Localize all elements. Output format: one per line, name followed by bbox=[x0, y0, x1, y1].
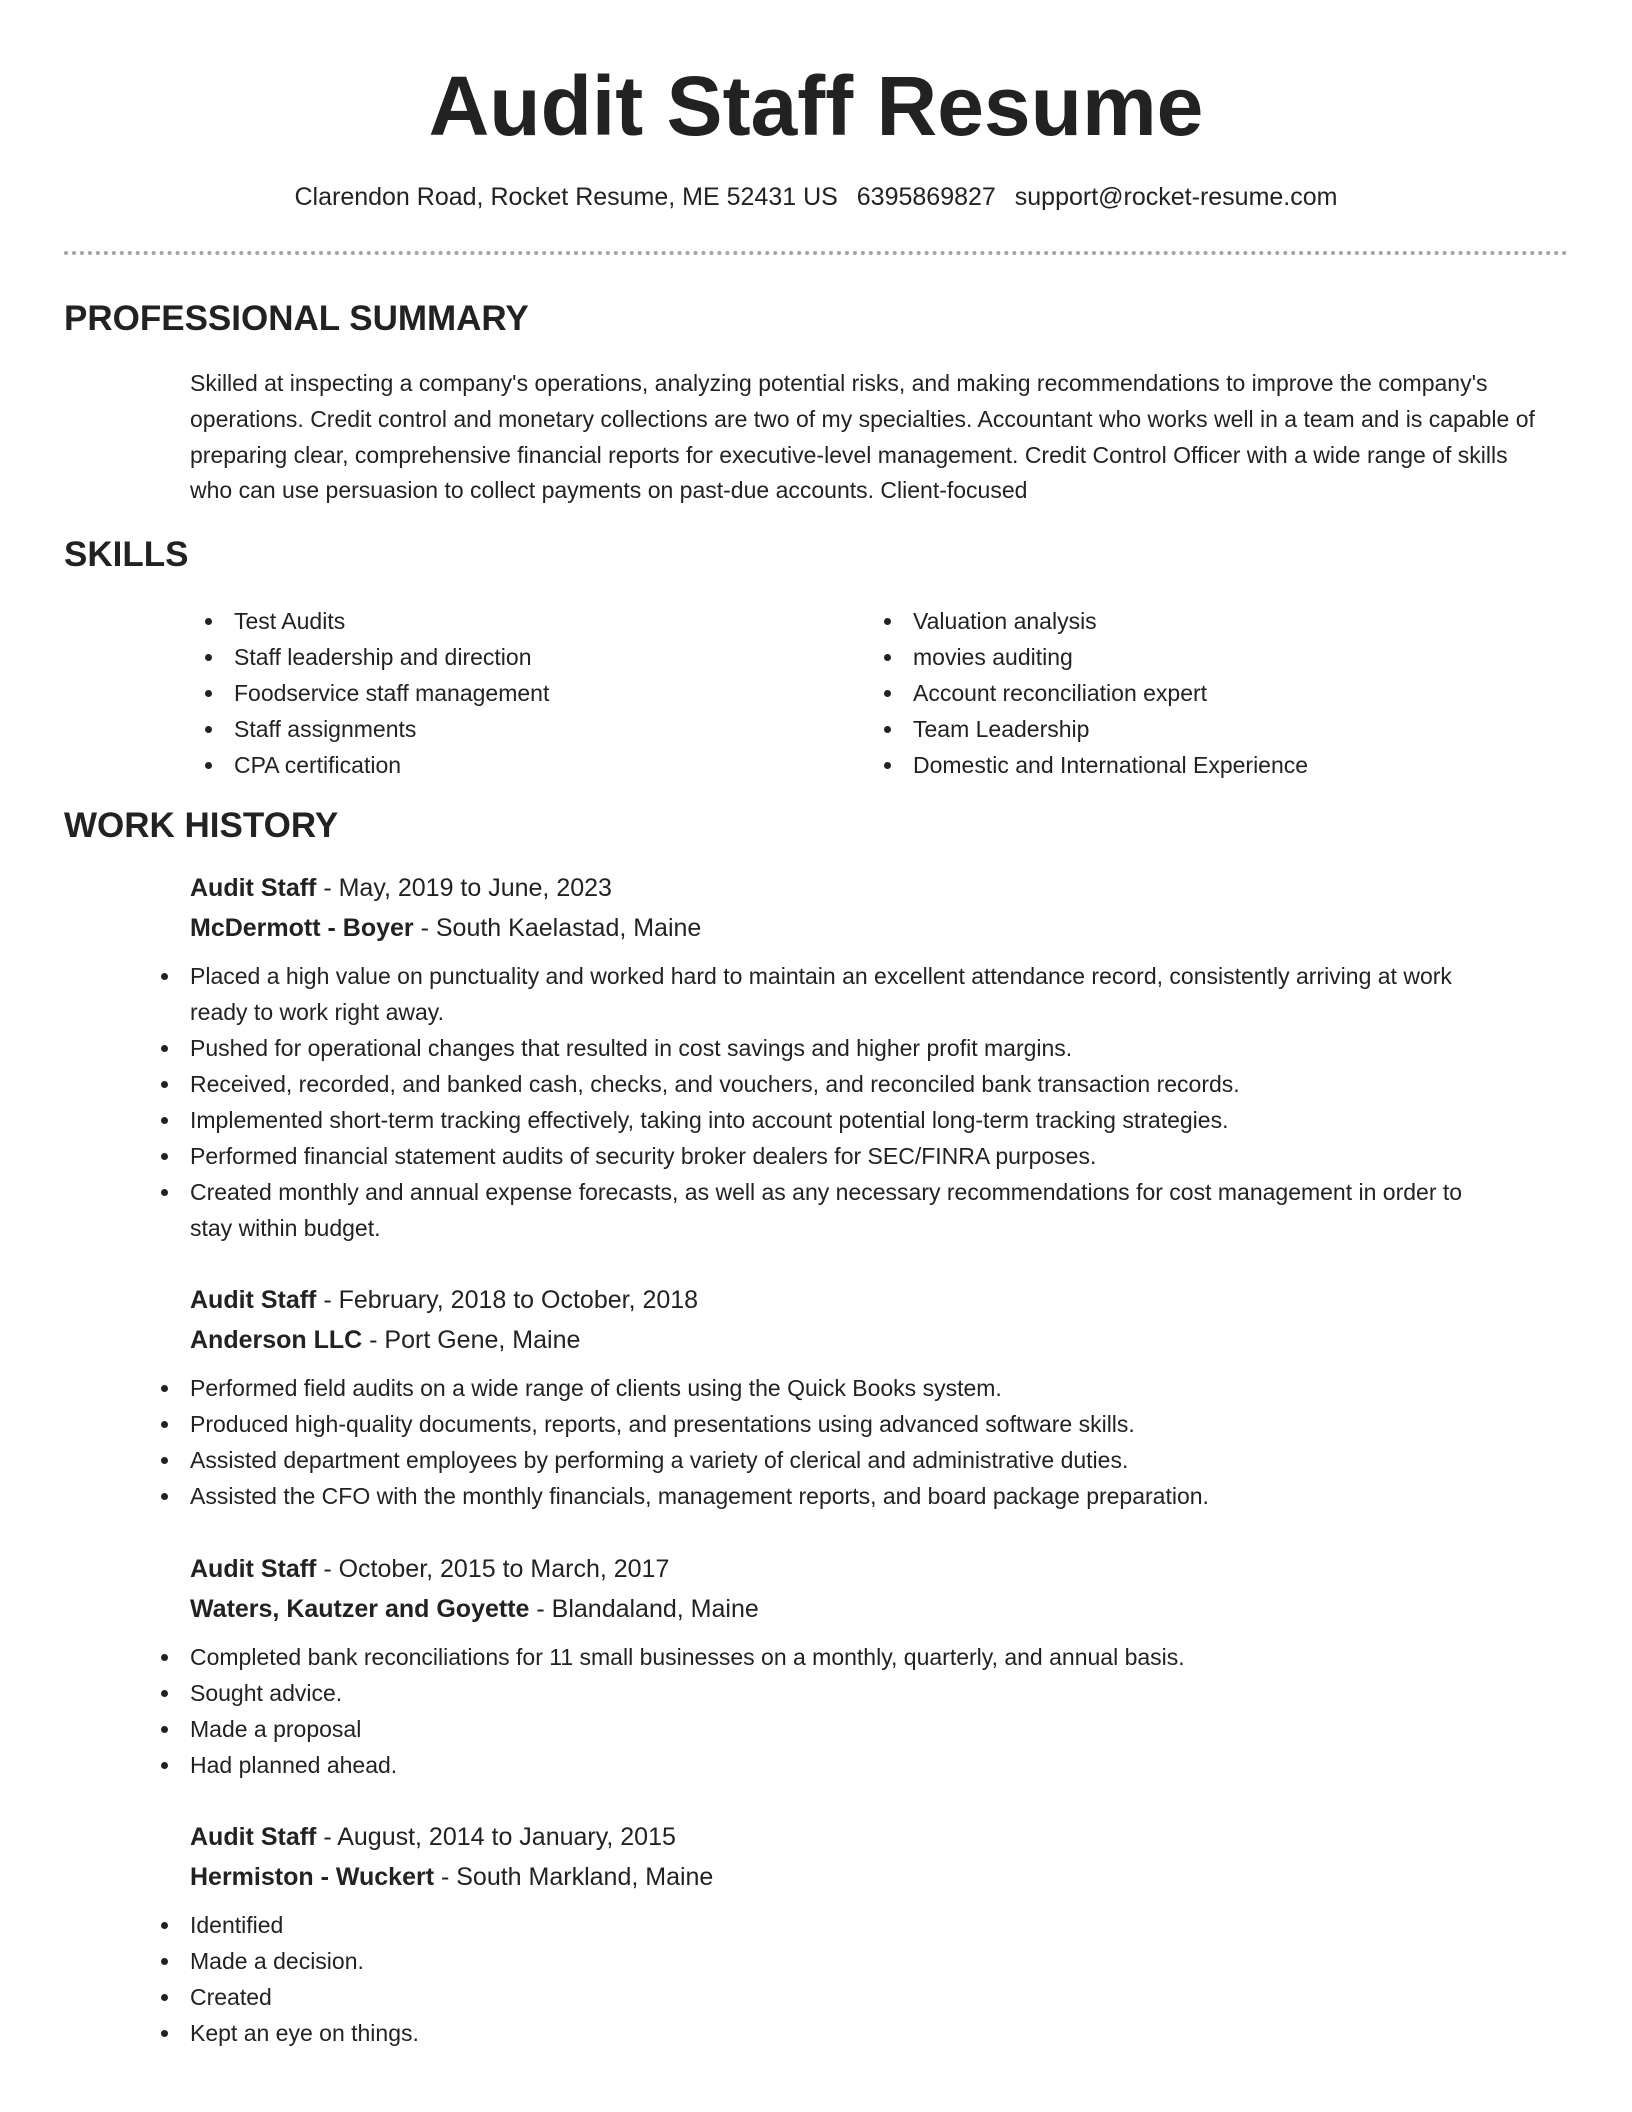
skill-item: Account reconciliation expert bbox=[869, 675, 1469, 711]
job-dates: - February, 2018 to October, 2018 bbox=[316, 1286, 699, 1314]
job-bullet: Performed financial statement audits of security broker dealers for SEC/FINRA purposes. bbox=[146, 1138, 1546, 1174]
job-dates: - August, 2014 to January, 2015 bbox=[316, 1823, 676, 1851]
job-location: - South Kaelastad, Maine bbox=[413, 914, 702, 942]
job-bullet: Received, recorded, and banked cash, checks, and vouchers, and reconciled bank transaction records. bbox=[146, 1066, 1546, 1102]
job-title-line bbox=[190, 1280, 1550, 1320]
job-bullet: Kept an eye on things. bbox=[146, 2015, 1546, 2051]
skill-item: movies auditing bbox=[869, 639, 1469, 675]
skill-item: Staff leadership and direction bbox=[190, 639, 790, 675]
job-bullet: Completed bank reconciliations for 11 small businesses on a monthly, quarterly, and annual basis. bbox=[146, 1639, 1546, 1675]
job-title: Audit Staff bbox=[190, 1823, 317, 1851]
job-entry bbox=[190, 1549, 1550, 1783]
job-title: Audit Staff bbox=[190, 874, 317, 902]
job-bullet: Implemented short-term tracking effectively, taking into account potential long-term tracking strategies. bbox=[146, 1102, 1546, 1138]
skills-list-left bbox=[190, 603, 790, 783]
job-dates: - October, 2015 to March, 2017 bbox=[316, 1555, 670, 1583]
job-company: Anderson LLC bbox=[190, 1326, 363, 1354]
job-bullet: Performed field audits on a wide range of clients using the Quick Books system. bbox=[146, 1370, 1546, 1406]
job-company: Hermiston - Wuckert bbox=[190, 1863, 435, 1891]
job-entry bbox=[190, 1280, 1550, 1514]
job-title-line bbox=[190, 1549, 1550, 1589]
skill-item: Staff assignments bbox=[190, 711, 790, 747]
contact-address: Clarendon Road, Rocket Resume, ME 52431 US bbox=[294, 183, 838, 211]
job-bullet: Made a proposal bbox=[146, 1711, 1546, 1747]
skills-heading: SKILLS bbox=[64, 535, 189, 574]
job-entry bbox=[190, 868, 1550, 1246]
job-location: - South Markland, Maine bbox=[434, 1863, 714, 1891]
skill-item: Team Leadership bbox=[869, 711, 1469, 747]
contact-email: support@rocket-resume.com bbox=[1014, 183, 1338, 211]
job-title: Audit Staff bbox=[190, 1286, 317, 1314]
job-company: McDermott - Boyer bbox=[190, 914, 414, 942]
skill-item: Test Audits bbox=[190, 603, 790, 639]
job-bullet: Pushed for operational changes that resulted in cost savings and higher profit margins. bbox=[146, 1030, 1546, 1066]
job-bullet: Created bbox=[146, 1979, 1546, 2015]
job-entry bbox=[190, 1817, 1550, 2051]
job-bullet: Made a decision. bbox=[146, 1943, 1546, 1979]
job-bullet: Produced high-quality documents, reports, and presentations using advanced software skills. bbox=[146, 1406, 1546, 1442]
job-company-line bbox=[190, 1857, 1550, 1897]
job-bullets bbox=[146, 1639, 1546, 1783]
summary-heading: PROFESSIONAL SUMMARY bbox=[64, 299, 529, 338]
job-company-line bbox=[190, 1589, 1550, 1629]
job-bullet: Assisted the CFO with the monthly financials, management reports, and board package preparation. bbox=[146, 1478, 1546, 1514]
job-bullet: Placed a high value on punctuality and worked hard to maintain an excellent attendance record, consistently arriving at work ready to work right away. bbox=[146, 958, 1546, 1030]
job-location: - Port Gene, Maine bbox=[362, 1326, 581, 1354]
skill-item: Valuation analysis bbox=[869, 603, 1469, 639]
job-bullet: Assisted department employees by performing a variety of clerical and administrative duties. bbox=[146, 1442, 1546, 1478]
skill-item: Foodservice staff management bbox=[190, 675, 790, 711]
job-location: - Blandaland, Maine bbox=[529, 1595, 759, 1623]
job-bullets bbox=[146, 958, 1546, 1246]
job-bullets bbox=[146, 1907, 1546, 2051]
skills-list-right bbox=[869, 603, 1469, 783]
job-bullet: Had planned ahead. bbox=[146, 1747, 1546, 1783]
job-bullet: Identified bbox=[146, 1907, 1546, 1943]
summary-text: Skilled at inspecting a company's operations, analyzing potential risks, and making recommendations to improve the company's operations. Credit control and monetary collections are two of my specialties. Accountant who works well in a team and is capable of preparing clear, comprehensive financial reports for executive-level management. Credit Control Officer with a wide range of skills who can use persuasion to collect payments on past-due accounts. Client-focused bbox=[190, 370, 1535, 504]
job-company: Waters, Kautzer and Goyette bbox=[190, 1595, 530, 1623]
job-bullets bbox=[146, 1370, 1546, 1514]
work-history-heading: WORK HISTORY bbox=[64, 806, 339, 845]
job-bullet: Created monthly and annual expense forecasts, as well as any necessary recommendations for cost management in order to stay within budget. bbox=[146, 1174, 1546, 1246]
job-bullet: Sought advice. bbox=[146, 1675, 1546, 1711]
job-dates: - May, 2019 to June, 2023 bbox=[316, 874, 612, 902]
job-title-line bbox=[190, 1817, 1550, 1857]
skill-item: Domestic and International Experience bbox=[869, 747, 1469, 783]
job-title: Audit Staff bbox=[190, 1555, 317, 1583]
skill-item: CPA certification bbox=[190, 747, 790, 783]
resume-title: Audit Staff Resume bbox=[428, 59, 1204, 153]
contact-line bbox=[0, 180, 1632, 214]
job-company-line bbox=[190, 1320, 1550, 1360]
contact-phone: 6395869827 bbox=[856, 183, 996, 211]
header-divider bbox=[64, 251, 1568, 255]
job-title-line bbox=[190, 868, 1550, 908]
job-company-line bbox=[190, 908, 1550, 948]
